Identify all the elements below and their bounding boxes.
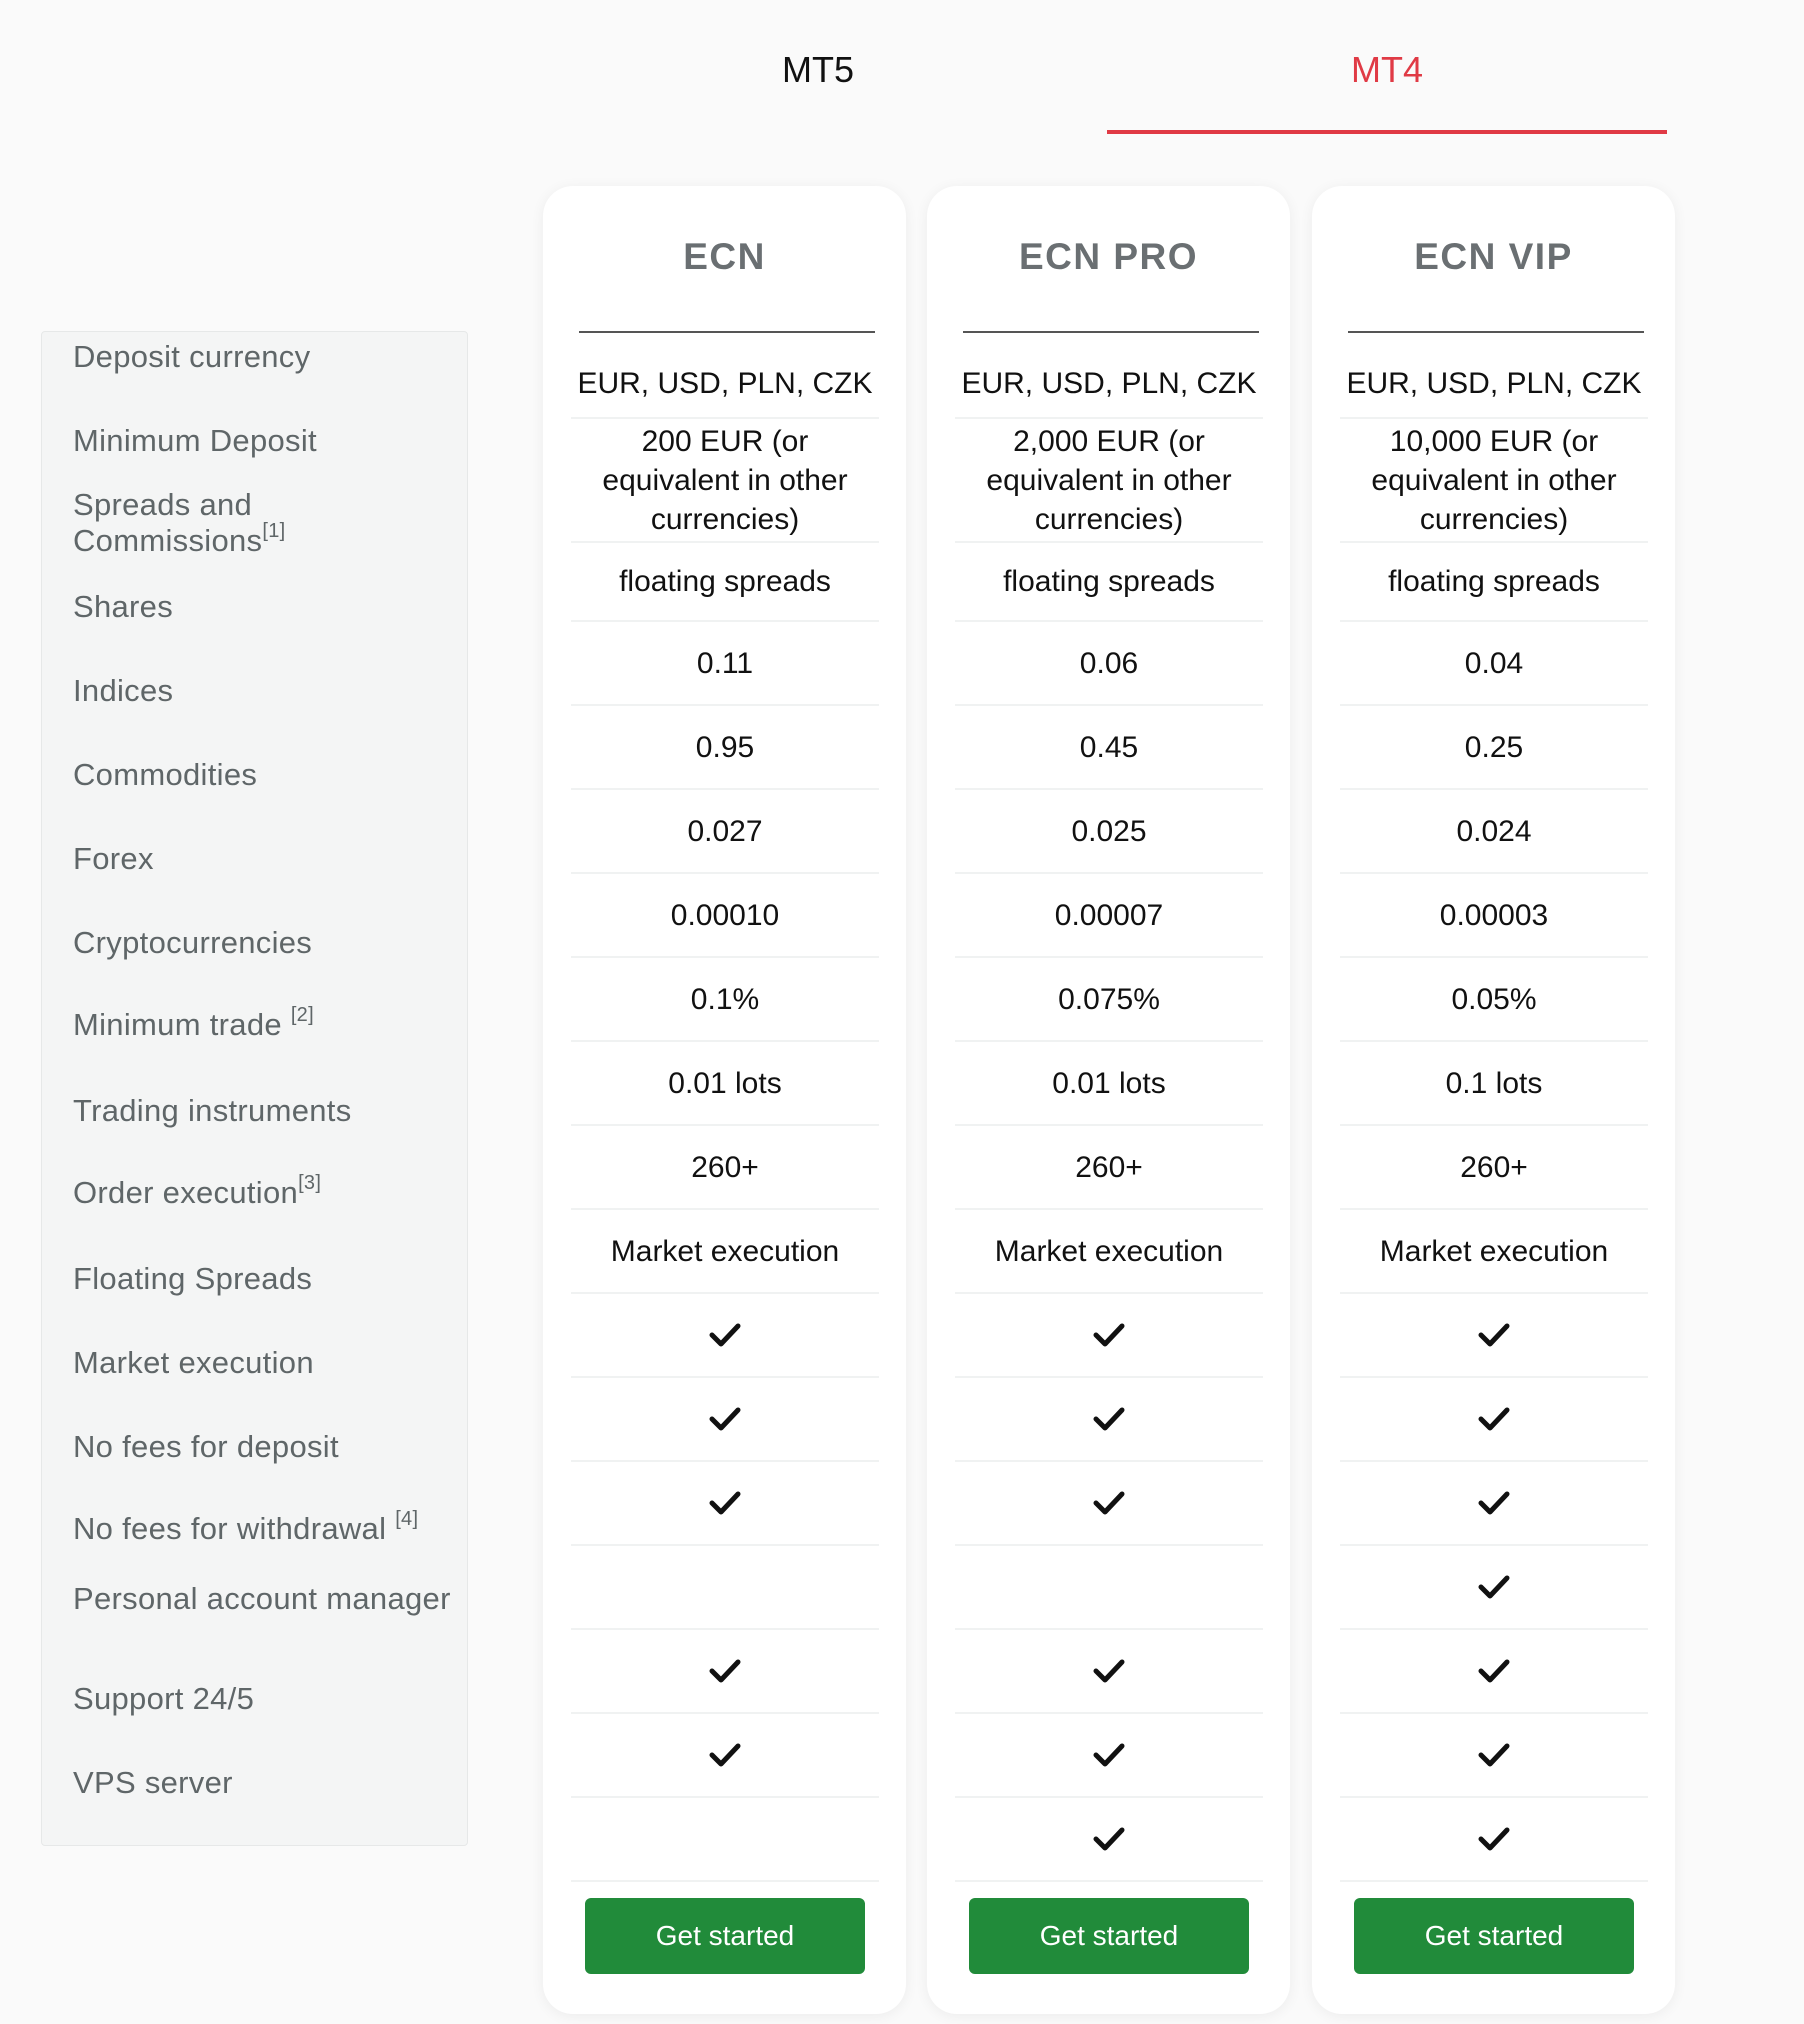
- feature-value-cell: [1340, 543, 1648, 622]
- checkmark-icon: [709, 1322, 741, 1348]
- get-started-button[interactable]: Get started: [1354, 1898, 1634, 1974]
- feature-value-cell: [571, 543, 879, 622]
- feature-value-cell: [571, 419, 879, 543]
- feature-check-cell: [955, 1798, 1263, 1882]
- footnote-marker[interactable]: [4]: [395, 1508, 419, 1530]
- feature-check-cell: [1340, 1462, 1648, 1546]
- feature-value-cell: [571, 706, 879, 790]
- feature-value: 0.04: [1464, 646, 1524, 680]
- checkmark-icon: [1478, 1658, 1510, 1684]
- feature-value: 0.00010: [670, 898, 780, 932]
- feature-value: 0.11: [696, 646, 754, 680]
- feature-check-cell: [571, 1462, 879, 1546]
- feature-value-cell: [1340, 349, 1648, 419]
- feature-value: 10,000 EUR (or equivalent in other currencies): [1371, 424, 1617, 536]
- feature-value: floating spreads: [1003, 565, 1215, 598]
- feature-label: [73, 1429, 463, 1465]
- feature-value: 260+: [1075, 1150, 1143, 1184]
- checkmark-icon: [1093, 1658, 1125, 1684]
- checkmark-icon: [709, 1490, 741, 1516]
- feature-label-text: Minimum trade: [73, 1007, 291, 1042]
- feature-value-cell: [571, 790, 879, 874]
- feature-label: [73, 1508, 463, 1547]
- feature-value-cell: [571, 622, 879, 706]
- feature-value: Market execution: [1379, 1234, 1609, 1268]
- tab-mt4[interactable]: MT4: [1351, 49, 1423, 90]
- checkmark-icon: [1093, 1742, 1125, 1768]
- footnote-marker[interactable]: [2]: [290, 1004, 314, 1026]
- feature-check-cell: [1340, 1630, 1648, 1714]
- feature-label-text: Trading instruments: [73, 1093, 352, 1128]
- checkmark-icon: [1093, 1490, 1125, 1516]
- feature-label: [73, 487, 463, 559]
- feature-label: [73, 925, 463, 961]
- feature-value-cell: [955, 349, 1263, 419]
- feature-value-cell: [571, 349, 879, 419]
- checkmark-icon: [1478, 1406, 1510, 1432]
- checkmark-icon: [1093, 1826, 1125, 1852]
- feature-label-text: Indices: [73, 673, 174, 708]
- feature-check-cell: [571, 1546, 879, 1630]
- feature-label: [73, 1261, 463, 1297]
- feature-value-cell: [955, 790, 1263, 874]
- feature-value-cell: [571, 1042, 879, 1126]
- feature-value: 0.01 lots: [1052, 1066, 1166, 1100]
- feature-check-cell: [955, 1294, 1263, 1378]
- feature-label: [73, 589, 463, 625]
- feature-value: 0.25: [1464, 730, 1524, 764]
- feature-value-cell: [571, 1126, 879, 1210]
- title-divider: [1348, 331, 1644, 333]
- feature-value-cell: [955, 874, 1263, 958]
- feature-value-cell: [571, 958, 879, 1042]
- feature-value-cell: [1340, 1126, 1648, 1210]
- feature-check-cell: [1340, 1378, 1648, 1462]
- feature-label: [73, 1093, 463, 1129]
- feature-check-cell: [1340, 1714, 1648, 1798]
- feature-label: [73, 1004, 463, 1043]
- feature-label: [73, 1581, 463, 1617]
- title-divider: [963, 331, 1259, 333]
- checkmark-icon: [1478, 1826, 1510, 1852]
- feature-check-cell: [1340, 1294, 1648, 1378]
- feature-value-cell: [955, 1210, 1263, 1294]
- feature-value: Market execution: [610, 1234, 840, 1268]
- feature-value: 0.00007: [1054, 898, 1164, 932]
- feature-value: 0.00003: [1439, 898, 1549, 932]
- tab-mt5[interactable]: MT5: [782, 49, 854, 90]
- feature-label-text: Commodities: [73, 757, 258, 792]
- feature-value-cell: [955, 543, 1263, 622]
- feature-label-text: Personal account manager: [73, 1581, 451, 1616]
- feature-value: 260+: [691, 1150, 759, 1184]
- feature-value: 260+: [1460, 1150, 1528, 1184]
- feature-check-cell: [955, 1714, 1263, 1798]
- feature-label-text: Floating Spreads: [73, 1261, 313, 1296]
- feature-value: 0.01 lots: [668, 1066, 782, 1100]
- feature-check-cell: [1340, 1546, 1648, 1630]
- feature-label: [73, 1172, 463, 1211]
- title-divider: [579, 331, 875, 333]
- checkmark-icon: [1478, 1490, 1510, 1516]
- feature-value: 0.1 lots: [1445, 1066, 1543, 1100]
- feature-check-cell: [955, 1546, 1263, 1630]
- feature-value-cell: [1340, 874, 1648, 958]
- feature-check-cell: [955, 1378, 1263, 1462]
- feature-label-text: Deposit currency: [73, 339, 311, 374]
- feature-check-cell: [571, 1294, 879, 1378]
- feature-value-cell: [1340, 790, 1648, 874]
- checkmark-icon: [709, 1658, 741, 1684]
- plan-title: ECN PRO: [1018, 236, 1199, 277]
- feature-value-cell: [955, 706, 1263, 790]
- get-started-button[interactable]: Get started: [585, 1898, 865, 1974]
- feature-value-cell: [955, 1042, 1263, 1126]
- feature-value-cell: [1340, 706, 1648, 790]
- feature-check-cell: [571, 1798, 879, 1882]
- feature-label-text: Support 24/5: [73, 1681, 255, 1716]
- feature-value-cell: [571, 1210, 879, 1294]
- feature-label: [73, 757, 463, 793]
- footnote-marker[interactable]: [3]: [298, 1172, 322, 1194]
- feature-value-cell: [955, 419, 1263, 543]
- feature-check-cell: [955, 1462, 1263, 1546]
- feature-value: 0.95: [695, 730, 755, 764]
- feature-label: [73, 423, 463, 459]
- feature-check-cell: [571, 1378, 879, 1462]
- feature-label: [73, 673, 463, 709]
- feature-value-cell: [1340, 622, 1648, 706]
- feature-label-text: VPS server: [73, 1765, 233, 1800]
- feature-value: EUR, USD, PLN, CZK: [1346, 366, 1642, 400]
- feature-value: 2,000 EUR (or equivalent in other currencies): [986, 424, 1232, 536]
- feature-value-cell: [1340, 1042, 1648, 1126]
- feature-value-cell: [955, 1126, 1263, 1210]
- feature-value-cell: [1340, 1210, 1648, 1294]
- feature-value: 0.075%: [1058, 982, 1160, 1016]
- plan-title: ECN: [683, 236, 766, 277]
- feature-value: 0.1%: [690, 982, 760, 1016]
- feature-value-cell: [1340, 958, 1648, 1042]
- feature-value: 0.06: [1079, 646, 1139, 680]
- feature-label: [73, 841, 463, 877]
- plan-title: ECN VIP: [1414, 236, 1573, 277]
- feature-value: 0.45: [1079, 730, 1139, 764]
- feature-value: floating spreads: [619, 565, 831, 598]
- get-started-button[interactable]: Get started: [969, 1898, 1249, 1974]
- feature-label: [73, 339, 463, 375]
- plan-card: [543, 186, 906, 2014]
- feature-value: EUR, USD, PLN, CZK: [961, 366, 1257, 400]
- feature-label-text: No fees for deposit: [73, 1429, 339, 1464]
- feature-label-text: Market execution: [73, 1345, 314, 1380]
- checkmark-icon: [709, 1742, 741, 1768]
- feature-label-text: Shares: [73, 589, 174, 624]
- feature-value: 0.05%: [1451, 982, 1537, 1016]
- footnote-marker[interactable]: [1]: [262, 520, 286, 542]
- checkmark-icon: [1093, 1406, 1125, 1432]
- feature-value: floating spreads: [1388, 565, 1600, 598]
- feature-value: 0.024: [1456, 814, 1532, 848]
- feature-check-cell: [955, 1630, 1263, 1714]
- feature-check-cell: [571, 1714, 879, 1798]
- feature-label-text: Forex: [73, 841, 154, 876]
- feature-value-cell: [955, 622, 1263, 706]
- feature-label: [73, 1345, 463, 1381]
- feature-label-text: Cryptocurrencies: [73, 925, 313, 960]
- checkmark-icon: [1478, 1322, 1510, 1348]
- feature-value-cell: [571, 874, 879, 958]
- feature-value: EUR, USD, PLN, CZK: [577, 366, 873, 400]
- feature-labels-panel: [41, 331, 468, 1846]
- checkmark-icon: [709, 1406, 741, 1432]
- platform-tabs: [0, 0, 1804, 140]
- feature-check-cell: [1340, 1798, 1648, 1882]
- feature-value: 0.025: [1071, 814, 1147, 848]
- feature-value-cell: [1340, 419, 1648, 543]
- feature-label-text: Minimum Deposit: [73, 423, 317, 458]
- feature-value-cell: [955, 958, 1263, 1042]
- feature-label: [73, 1765, 463, 1801]
- checkmark-icon: [1093, 1322, 1125, 1348]
- feature-label-text: Order execution: [73, 1175, 299, 1210]
- feature-check-cell: [571, 1630, 879, 1714]
- feature-label: [73, 1681, 463, 1717]
- feature-value: 200 EUR (or equivalent in other currencies): [602, 424, 848, 536]
- checkmark-icon: [1478, 1742, 1510, 1768]
- checkmark-icon: [1478, 1574, 1510, 1600]
- plan-card: [1312, 186, 1675, 2014]
- feature-value: Market execution: [994, 1234, 1224, 1268]
- feature-value: 0.027: [687, 814, 763, 848]
- plan-card: [927, 186, 1290, 2014]
- feature-label-text: Spreads and Commissions: [73, 487, 263, 558]
- feature-label-text: No fees for withdrawal: [73, 1511, 396, 1546]
- active-tab-underline: [1107, 130, 1667, 134]
